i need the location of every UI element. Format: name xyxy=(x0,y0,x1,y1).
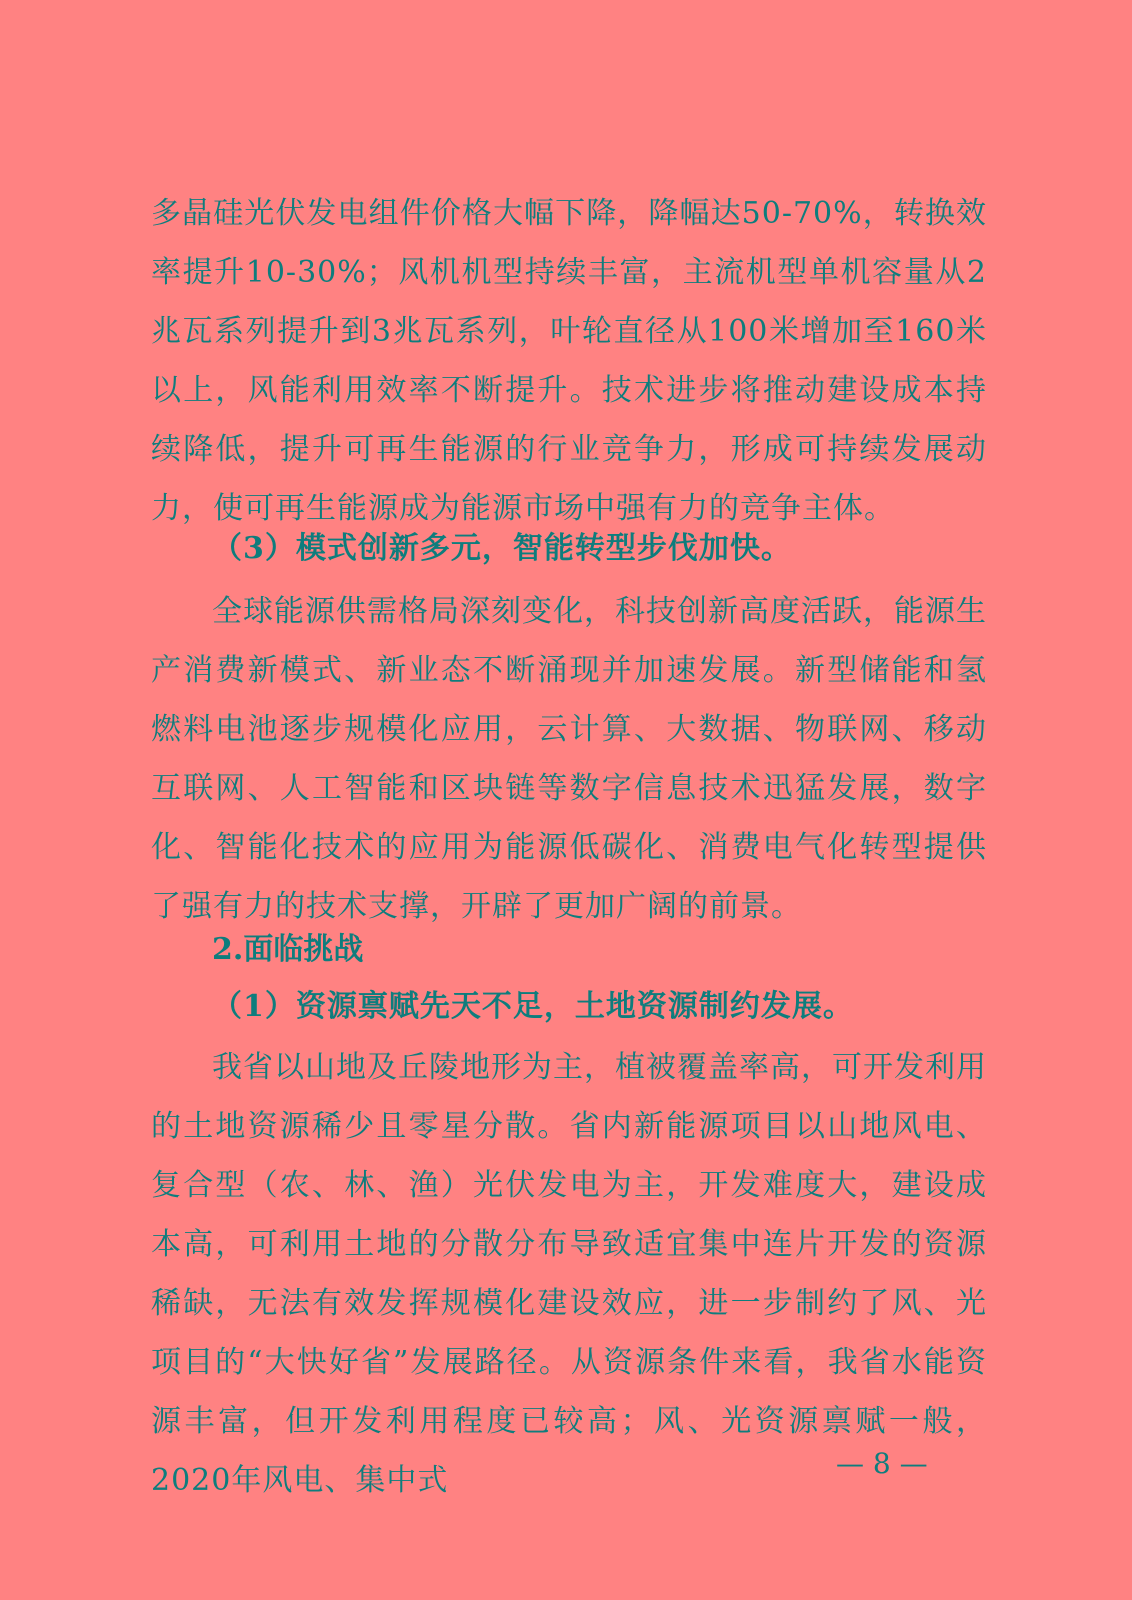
body-paragraph-land-resources: 我省以山地及丘陵地形为主，植被覆盖率高，可开发利用的土地资源稀少且零星分散。省内新能源项目以山地风电、复合型（农、林、渔）光伏发电为主，开发难度大，建设成本高，可利用土地的分散分布导致适宜集中连片开发的资源稀缺，无法有效发挥规模化建设效应，进一步制约了风、光项目的“大快好省”发展路径。从资源条件来看，我省水能资源丰富，但开发利用程度已较高；风、光资源禀赋一般，2020年风电、集中式 xyxy=(151,1050,987,1498)
page-number: — 8 — xyxy=(836,1447,928,1480)
subheading-mode-innovation: （3）模式创新多元，智能转型步伐加快。 xyxy=(212,531,792,566)
body-paragraph-energy-patterns: 全球能源供需格局深刻变化，科技创新高度活跃，能源生产消费新模式、新业态不断涌现并加速发展。新型储能和氢燃料电池逐步规模化应用，云计算、大数据、物联网、移动互联网、人工智能和区块链等数字信息技术迅猛发展，数字化、智能化技术的应用为能源低碳化、消费电气化转型提供了强有力的技术支撑，开辟了更加广阔的前景。 xyxy=(151,594,987,924)
body-paragraph-technology: 多晶硅光伏发电组件价格大幅下降，降幅达50-70%，转换效率提升10-30%；风机机型持续丰富，主流机型单机容量从2兆瓦系列提升到3兆瓦系列，叶轮直径从100米增加至160米以上，风能利用效率不断提升。技术进步将推动建设成本持续降低，提升可再生能源的行业竞争力，形成可持续发展动力，使可再生能源成为能源市场中强有力的竞争主体。 xyxy=(151,196,987,526)
section-heading-challenges: 2.面临挑战 xyxy=(212,932,364,967)
subheading-resource-constraints: （1）资源禀赋先天不足，土地资源制约发展。 xyxy=(212,989,854,1024)
